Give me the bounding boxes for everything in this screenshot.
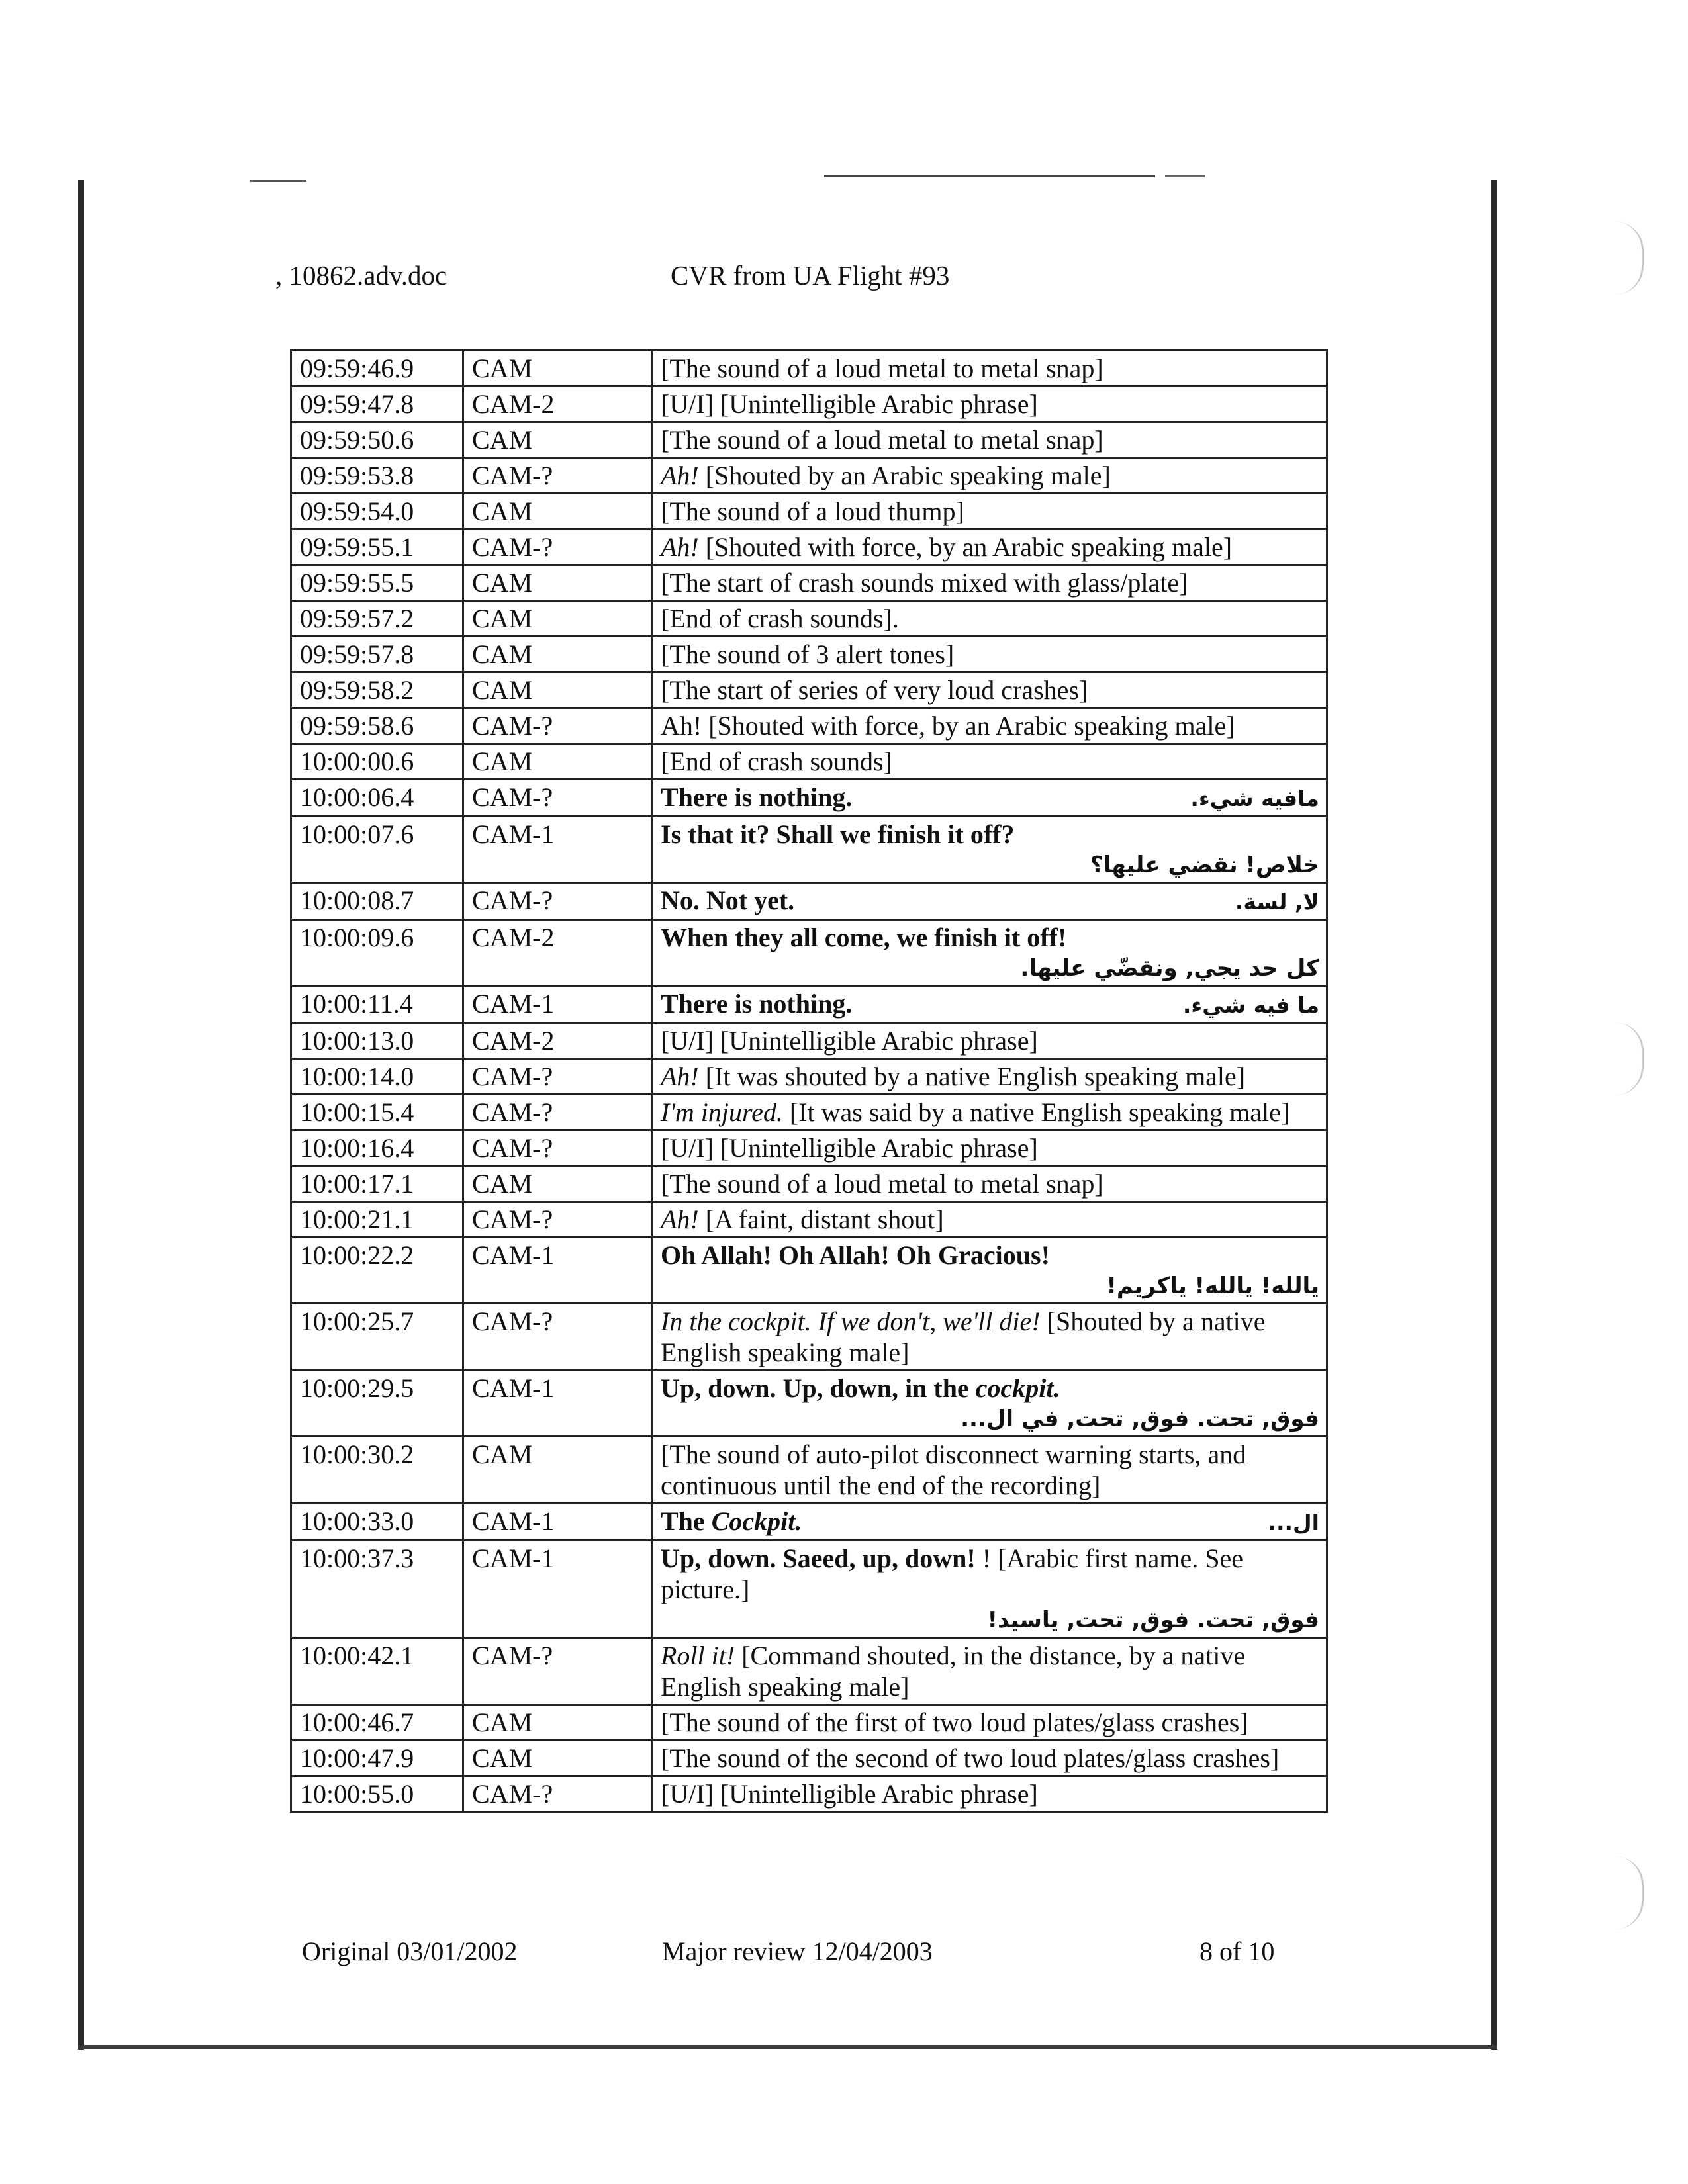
arabic-text: لا, لسة. xyxy=(1235,889,1319,915)
text-main xyxy=(661,1543,1243,1604)
cell-text xyxy=(652,1202,1327,1238)
table-row xyxy=(291,422,1327,458)
cell-speaker: CAM-2 xyxy=(463,387,652,422)
text-body: [The sound of a loud thump] xyxy=(661,496,964,526)
text-body: [The sound of auto-pilot disconnect warning starts, and continuous until the end of the recording] xyxy=(661,1439,1246,1500)
file-name: , 10862.adv.doc xyxy=(275,260,447,291)
cell-text xyxy=(652,1541,1327,1638)
cell-text xyxy=(652,1023,1327,1059)
table-row xyxy=(291,529,1327,565)
text-body: There is nothing. xyxy=(661,782,853,812)
cell-time: 09:59:53.8 xyxy=(291,458,463,494)
text-italic-lead: Ah! xyxy=(661,1205,699,1234)
transcript-table xyxy=(290,349,1328,1813)
text-plain-tail: ! [Arabic first name. See picture.] xyxy=(661,1543,1243,1604)
cell-time: 10:00:46.7 xyxy=(291,1705,463,1741)
text-main xyxy=(661,1707,1248,1737)
text-line xyxy=(661,1707,1319,1738)
text-body: [The sound of a loud metal to metal snap] xyxy=(661,1169,1103,1199)
arabic-text: كل حد يجي, ونقضّي عليها. xyxy=(1020,955,1319,981)
cell-text xyxy=(652,1130,1327,1166)
cell-text xyxy=(652,708,1327,744)
cell-text xyxy=(652,883,1327,920)
cell-time: 10:00:37.3 xyxy=(291,1541,463,1638)
text-body: Is that it? Shall we finish it off? xyxy=(661,819,1015,849)
table-row xyxy=(291,1130,1327,1166)
cell-speaker: CAM-? xyxy=(463,1095,652,1130)
table-row xyxy=(291,1741,1327,1776)
text-line xyxy=(661,531,1319,563)
cell-time: 10:00:30.2 xyxy=(291,1437,463,1504)
scan-artifact-line xyxy=(250,180,306,182)
text-main xyxy=(661,988,852,1019)
text-line xyxy=(661,353,1319,384)
table-row xyxy=(291,351,1327,387)
cell-speaker: CAM-2 xyxy=(463,920,652,986)
cell-speaker: CAM xyxy=(463,637,652,672)
cell-speaker: CAM xyxy=(463,1705,652,1741)
cell-speaker: CAM-1 xyxy=(463,817,652,883)
text-body: Up, down. Up, down, in the xyxy=(661,1373,976,1403)
text-line xyxy=(661,1132,1319,1163)
text-body: [It was shouted by a native English speaking male] xyxy=(698,1062,1246,1091)
cell-time: 09:59:57.2 xyxy=(291,601,463,637)
cell-text xyxy=(652,529,1327,565)
table-row xyxy=(291,1238,1327,1304)
text-main xyxy=(661,1439,1246,1500)
text-body: Up, down. Saeed, up, down! xyxy=(661,1543,982,1573)
scan-hole-mark xyxy=(1615,1856,1644,1929)
cell-speaker: CAM xyxy=(463,744,652,780)
text-body: [The sound of a loud metal to metal snap] xyxy=(661,425,1103,455)
page-footer xyxy=(0,1936,1688,1976)
text-line xyxy=(661,1097,1319,1128)
table-row xyxy=(291,708,1327,744)
cell-text xyxy=(652,601,1327,637)
cell-text xyxy=(652,494,1327,529)
cell-time: 10:00:00.6 xyxy=(291,744,463,780)
cell-text xyxy=(652,1638,1327,1705)
text-italic-lead: In the cockpit. If we don't, we'll die! xyxy=(661,1306,1041,1336)
text-line xyxy=(661,496,1319,527)
cell-speaker: CAM-? xyxy=(463,1776,652,1812)
arabic-text: مافيه شيء. xyxy=(1190,786,1319,811)
cell-time: 09:59:58.6 xyxy=(291,708,463,744)
text-line xyxy=(661,819,1319,850)
text-body: [It was said by a native English speaking male] xyxy=(782,1097,1290,1127)
text-italic-lead: Ah! xyxy=(661,461,699,490)
text-body: [Shouted by an Arabic speaking male] xyxy=(698,461,1111,490)
text-line xyxy=(661,1204,1319,1235)
text-main xyxy=(661,1373,1060,1403)
cell-speaker: CAM-1 xyxy=(463,1371,652,1437)
cell-speaker: CAM-? xyxy=(463,1059,652,1095)
text-line xyxy=(661,782,1319,814)
text-line xyxy=(661,424,1319,455)
text-main xyxy=(661,532,1232,562)
cell-time: 09:59:55.5 xyxy=(291,565,463,601)
text-main xyxy=(661,923,1066,952)
cell-text xyxy=(652,1437,1327,1504)
scan-artifact-line xyxy=(1165,175,1205,177)
table-row xyxy=(291,1437,1327,1504)
text-line xyxy=(661,1506,1319,1538)
table-row xyxy=(291,883,1327,920)
cell-time: 09:59:50.6 xyxy=(291,422,463,458)
cell-time: 10:00:33.0 xyxy=(291,1504,463,1541)
cell-speaker: CAM-1 xyxy=(463,986,652,1023)
cell-text xyxy=(652,1776,1327,1812)
text-main xyxy=(661,353,1103,383)
cell-speaker: CAM-? xyxy=(463,780,652,817)
text-main xyxy=(661,568,1188,598)
table-row xyxy=(291,1705,1327,1741)
text-body: [The sound of the second of two loud plates/glass crashes] xyxy=(661,1743,1280,1773)
cell-speaker: CAM-? xyxy=(463,1130,652,1166)
cell-speaker: CAM xyxy=(463,565,652,601)
text-line xyxy=(661,603,1319,634)
table-row xyxy=(291,1166,1327,1202)
text-main xyxy=(661,1205,944,1234)
cell-text xyxy=(652,1741,1327,1776)
text-main xyxy=(661,1306,1266,1367)
table-row xyxy=(291,637,1327,672)
cell-time: 10:00:17.1 xyxy=(291,1166,463,1202)
text-main xyxy=(661,711,1235,741)
text-main xyxy=(661,496,964,526)
text-body: [Shouted by a native English speaking male] xyxy=(661,1306,1266,1367)
cell-text xyxy=(652,1166,1327,1202)
table-row xyxy=(291,817,1327,883)
cell-speaker: CAM-1 xyxy=(463,1541,652,1638)
arabic-text: فوق, تحت. فوق, تحت, في ال... xyxy=(961,1406,1319,1432)
cell-text xyxy=(652,817,1327,883)
cell-speaker: CAM xyxy=(463,351,652,387)
text-line xyxy=(661,1240,1319,1271)
text-main xyxy=(661,1026,1038,1056)
cell-time: 10:00:06.4 xyxy=(291,780,463,817)
text-italic-lead: Ah! xyxy=(661,532,699,562)
text-line xyxy=(661,922,1319,953)
cell-time: 10:00:13.0 xyxy=(291,1023,463,1059)
text-main xyxy=(661,604,899,633)
cell-time: 10:00:07.6 xyxy=(291,817,463,883)
cell-time: 10:00:47.9 xyxy=(291,1741,463,1776)
text-line xyxy=(661,388,1319,420)
table-row xyxy=(291,387,1327,422)
text-body: [The sound of a loud metal to metal snap] xyxy=(661,353,1103,383)
cell-text xyxy=(652,1504,1327,1541)
cell-text xyxy=(652,1304,1327,1371)
table-row xyxy=(291,1095,1327,1130)
cell-text xyxy=(652,387,1327,422)
text-main xyxy=(661,639,954,669)
cell-speaker: CAM-1 xyxy=(463,1238,652,1304)
text-line xyxy=(661,1543,1319,1605)
cell-time: 10:00:21.1 xyxy=(291,1202,463,1238)
table-row xyxy=(291,1059,1327,1095)
page-header xyxy=(0,259,1688,299)
table-row xyxy=(291,565,1327,601)
cell-time: 10:00:08.7 xyxy=(291,883,463,920)
text-body: [The start of crash sounds mixed with glass/plate] xyxy=(661,568,1188,598)
text-body: Ah! [Shouted with force, by an Arabic speaking male] xyxy=(661,711,1235,741)
cell-text xyxy=(652,422,1327,458)
table-row xyxy=(291,744,1327,780)
cell-time: 10:00:09.6 xyxy=(291,920,463,986)
table-row xyxy=(291,601,1327,637)
text-main xyxy=(661,1779,1038,1809)
arabic-text: ما فيه شيء. xyxy=(1182,992,1319,1018)
cell-time: 09:59:58.2 xyxy=(291,672,463,708)
table-row xyxy=(291,1023,1327,1059)
table-row xyxy=(291,494,1327,529)
text-main xyxy=(661,425,1103,455)
text-main xyxy=(661,1506,802,1537)
text-main xyxy=(661,782,852,813)
arabic-text: يالله! يالله! ياكريم! xyxy=(1106,1273,1319,1299)
text-body: There is nothing. xyxy=(661,989,853,1019)
table-row xyxy=(291,672,1327,708)
cell-text xyxy=(652,1095,1327,1130)
cell-time: 09:59:54.0 xyxy=(291,494,463,529)
original-date: Original 03/01/2002 xyxy=(302,1936,518,1966)
cell-text xyxy=(652,565,1327,601)
cell-speaker: CAM-? xyxy=(463,1202,652,1238)
scan-hole-mark xyxy=(1615,1023,1644,1095)
cell-text xyxy=(652,458,1327,494)
table-row xyxy=(291,780,1327,817)
review-date: Major review 12/04/2003 xyxy=(662,1936,933,1966)
text-italic-lead: I'm injured. xyxy=(661,1097,783,1127)
text-main xyxy=(661,885,794,916)
text-italic-tail: Cockpit. xyxy=(711,1506,802,1536)
table-row xyxy=(291,1304,1327,1371)
text-body: Oh Allah! Oh Allah! Oh Gracious! xyxy=(661,1240,1050,1270)
text-line xyxy=(661,1439,1319,1501)
text-body: When they all come, we finish it off! xyxy=(661,923,1067,952)
text-body: No. Not yet. xyxy=(661,886,795,915)
cell-time: 10:00:22.2 xyxy=(291,1238,463,1304)
cell-text xyxy=(652,672,1327,708)
table-row xyxy=(291,1202,1327,1238)
cell-speaker: CAM xyxy=(463,601,652,637)
cell-time: 10:00:14.0 xyxy=(291,1059,463,1095)
text-italic-lead: Ah! xyxy=(661,1062,699,1091)
cell-time: 10:00:16.4 xyxy=(291,1130,463,1166)
text-body: [The start of series of very loud crashes] xyxy=(661,675,1088,705)
text-main xyxy=(661,1641,1245,1702)
table-row xyxy=(291,986,1327,1023)
cell-text xyxy=(652,1371,1327,1437)
cell-speaker: CAM-? xyxy=(463,1304,652,1371)
arabic-text: ال... xyxy=(1268,1510,1319,1535)
transcript-body xyxy=(291,351,1327,1812)
cell-speaker: CAM xyxy=(463,422,652,458)
cell-time: 10:00:55.0 xyxy=(291,1776,463,1812)
text-italic-tail: cockpit. xyxy=(975,1373,1060,1403)
cell-speaker: CAM-2 xyxy=(463,1023,652,1059)
text-italic-lead: Roll it! xyxy=(661,1641,735,1670)
cell-speaker: CAM-1 xyxy=(463,1504,652,1541)
arabic-text: خلاص! نقضي عليها؟ xyxy=(1090,852,1319,878)
text-line xyxy=(661,988,1319,1021)
cell-text xyxy=(652,1059,1327,1095)
text-main xyxy=(661,747,892,776)
arabic-text: فوق, تحت. فوق, تحت, ياسيد! xyxy=(987,1607,1319,1633)
text-main xyxy=(661,1062,1245,1091)
text-body: [U/I] [Unintelligible Arabic phrase] xyxy=(661,389,1038,419)
table-row xyxy=(291,1504,1327,1541)
text-body: [U/I] [Unintelligible Arabic phrase] xyxy=(661,1026,1038,1056)
table-row xyxy=(291,1541,1327,1638)
text-body: [End of crash sounds] xyxy=(661,747,892,776)
text-line xyxy=(661,1640,1319,1702)
cell-speaker: CAM-? xyxy=(463,883,652,920)
cell-speaker: CAM xyxy=(463,1166,652,1202)
text-body: [End of crash sounds]. xyxy=(661,604,899,633)
scan-border-left xyxy=(78,180,84,2050)
scan-artifact-line xyxy=(824,175,1155,177)
text-body: The xyxy=(661,1506,712,1536)
cell-time: 09:59:57.8 xyxy=(291,637,463,672)
cell-speaker: CAM xyxy=(463,494,652,529)
cell-text xyxy=(652,351,1327,387)
text-line xyxy=(661,710,1319,741)
text-line xyxy=(661,639,1319,670)
text-main xyxy=(661,1169,1103,1199)
table-row xyxy=(291,1638,1327,1705)
text-line xyxy=(661,567,1319,598)
cell-time: 09:59:47.8 xyxy=(291,387,463,422)
cell-speaker: CAM xyxy=(463,1437,652,1504)
text-main xyxy=(661,389,1038,419)
table-row xyxy=(291,1776,1327,1812)
text-body: [Command shouted, in the distance, by a native English speaking male] xyxy=(661,1641,1246,1702)
text-main xyxy=(661,1743,1279,1773)
cell-time: 10:00:25.7 xyxy=(291,1304,463,1371)
text-line xyxy=(661,1743,1319,1774)
text-body: [Shouted with force, by an Arabic speaking male] xyxy=(698,532,1233,562)
cell-speaker: CAM-? xyxy=(463,529,652,565)
text-main xyxy=(661,1097,1289,1127)
text-line xyxy=(661,674,1319,705)
cell-time: 10:00:42.1 xyxy=(291,1638,463,1705)
cell-speaker: CAM xyxy=(463,1741,652,1776)
text-body: [The sound of the first of two loud plates/glass crashes] xyxy=(661,1707,1248,1737)
cell-text xyxy=(652,744,1327,780)
text-body: [The sound of 3 alert tones] xyxy=(661,639,955,669)
text-line xyxy=(661,1373,1319,1404)
cell-speaker: CAM-? xyxy=(463,1638,652,1705)
text-line xyxy=(661,885,1319,917)
cell-text xyxy=(652,637,1327,672)
text-main xyxy=(661,1133,1038,1163)
text-line xyxy=(661,746,1319,777)
text-body: [A faint, distant shout] xyxy=(698,1205,944,1234)
text-main xyxy=(661,819,1015,849)
cell-time: 10:00:29.5 xyxy=(291,1371,463,1437)
scan-border-right xyxy=(1491,180,1497,2050)
text-main xyxy=(661,461,1111,490)
cell-speaker: CAM xyxy=(463,672,652,708)
text-main xyxy=(661,1240,1050,1270)
page-number: 8 of 10 xyxy=(1199,1936,1275,1966)
cell-text xyxy=(652,1238,1327,1304)
table-row xyxy=(291,920,1327,986)
document-title: CVR from UA Flight #93 xyxy=(671,260,950,291)
text-line xyxy=(661,1778,1319,1809)
cell-time: 09:59:46.9 xyxy=(291,351,463,387)
table-row xyxy=(291,458,1327,494)
text-line xyxy=(661,460,1319,491)
cell-time: 10:00:15.4 xyxy=(291,1095,463,1130)
cell-text xyxy=(652,780,1327,817)
text-body: [U/I] [Unintelligible Arabic phrase] xyxy=(661,1779,1038,1809)
text-line xyxy=(661,1025,1319,1056)
cell-text xyxy=(652,986,1327,1023)
text-line xyxy=(661,1306,1319,1368)
scan-border-bottom xyxy=(78,2045,1497,2049)
cell-text xyxy=(652,920,1327,986)
cell-speaker: CAM-? xyxy=(463,458,652,494)
table-row xyxy=(291,1371,1327,1437)
text-line xyxy=(661,1061,1319,1092)
text-body: [U/I] [Unintelligible Arabic phrase] xyxy=(661,1133,1038,1163)
text-main xyxy=(661,675,1088,705)
cell-text xyxy=(652,1705,1327,1741)
text-line xyxy=(661,1168,1319,1199)
cell-speaker: CAM-? xyxy=(463,708,652,744)
cell-time: 10:00:11.4 xyxy=(291,986,463,1023)
cell-time: 09:59:55.1 xyxy=(291,529,463,565)
